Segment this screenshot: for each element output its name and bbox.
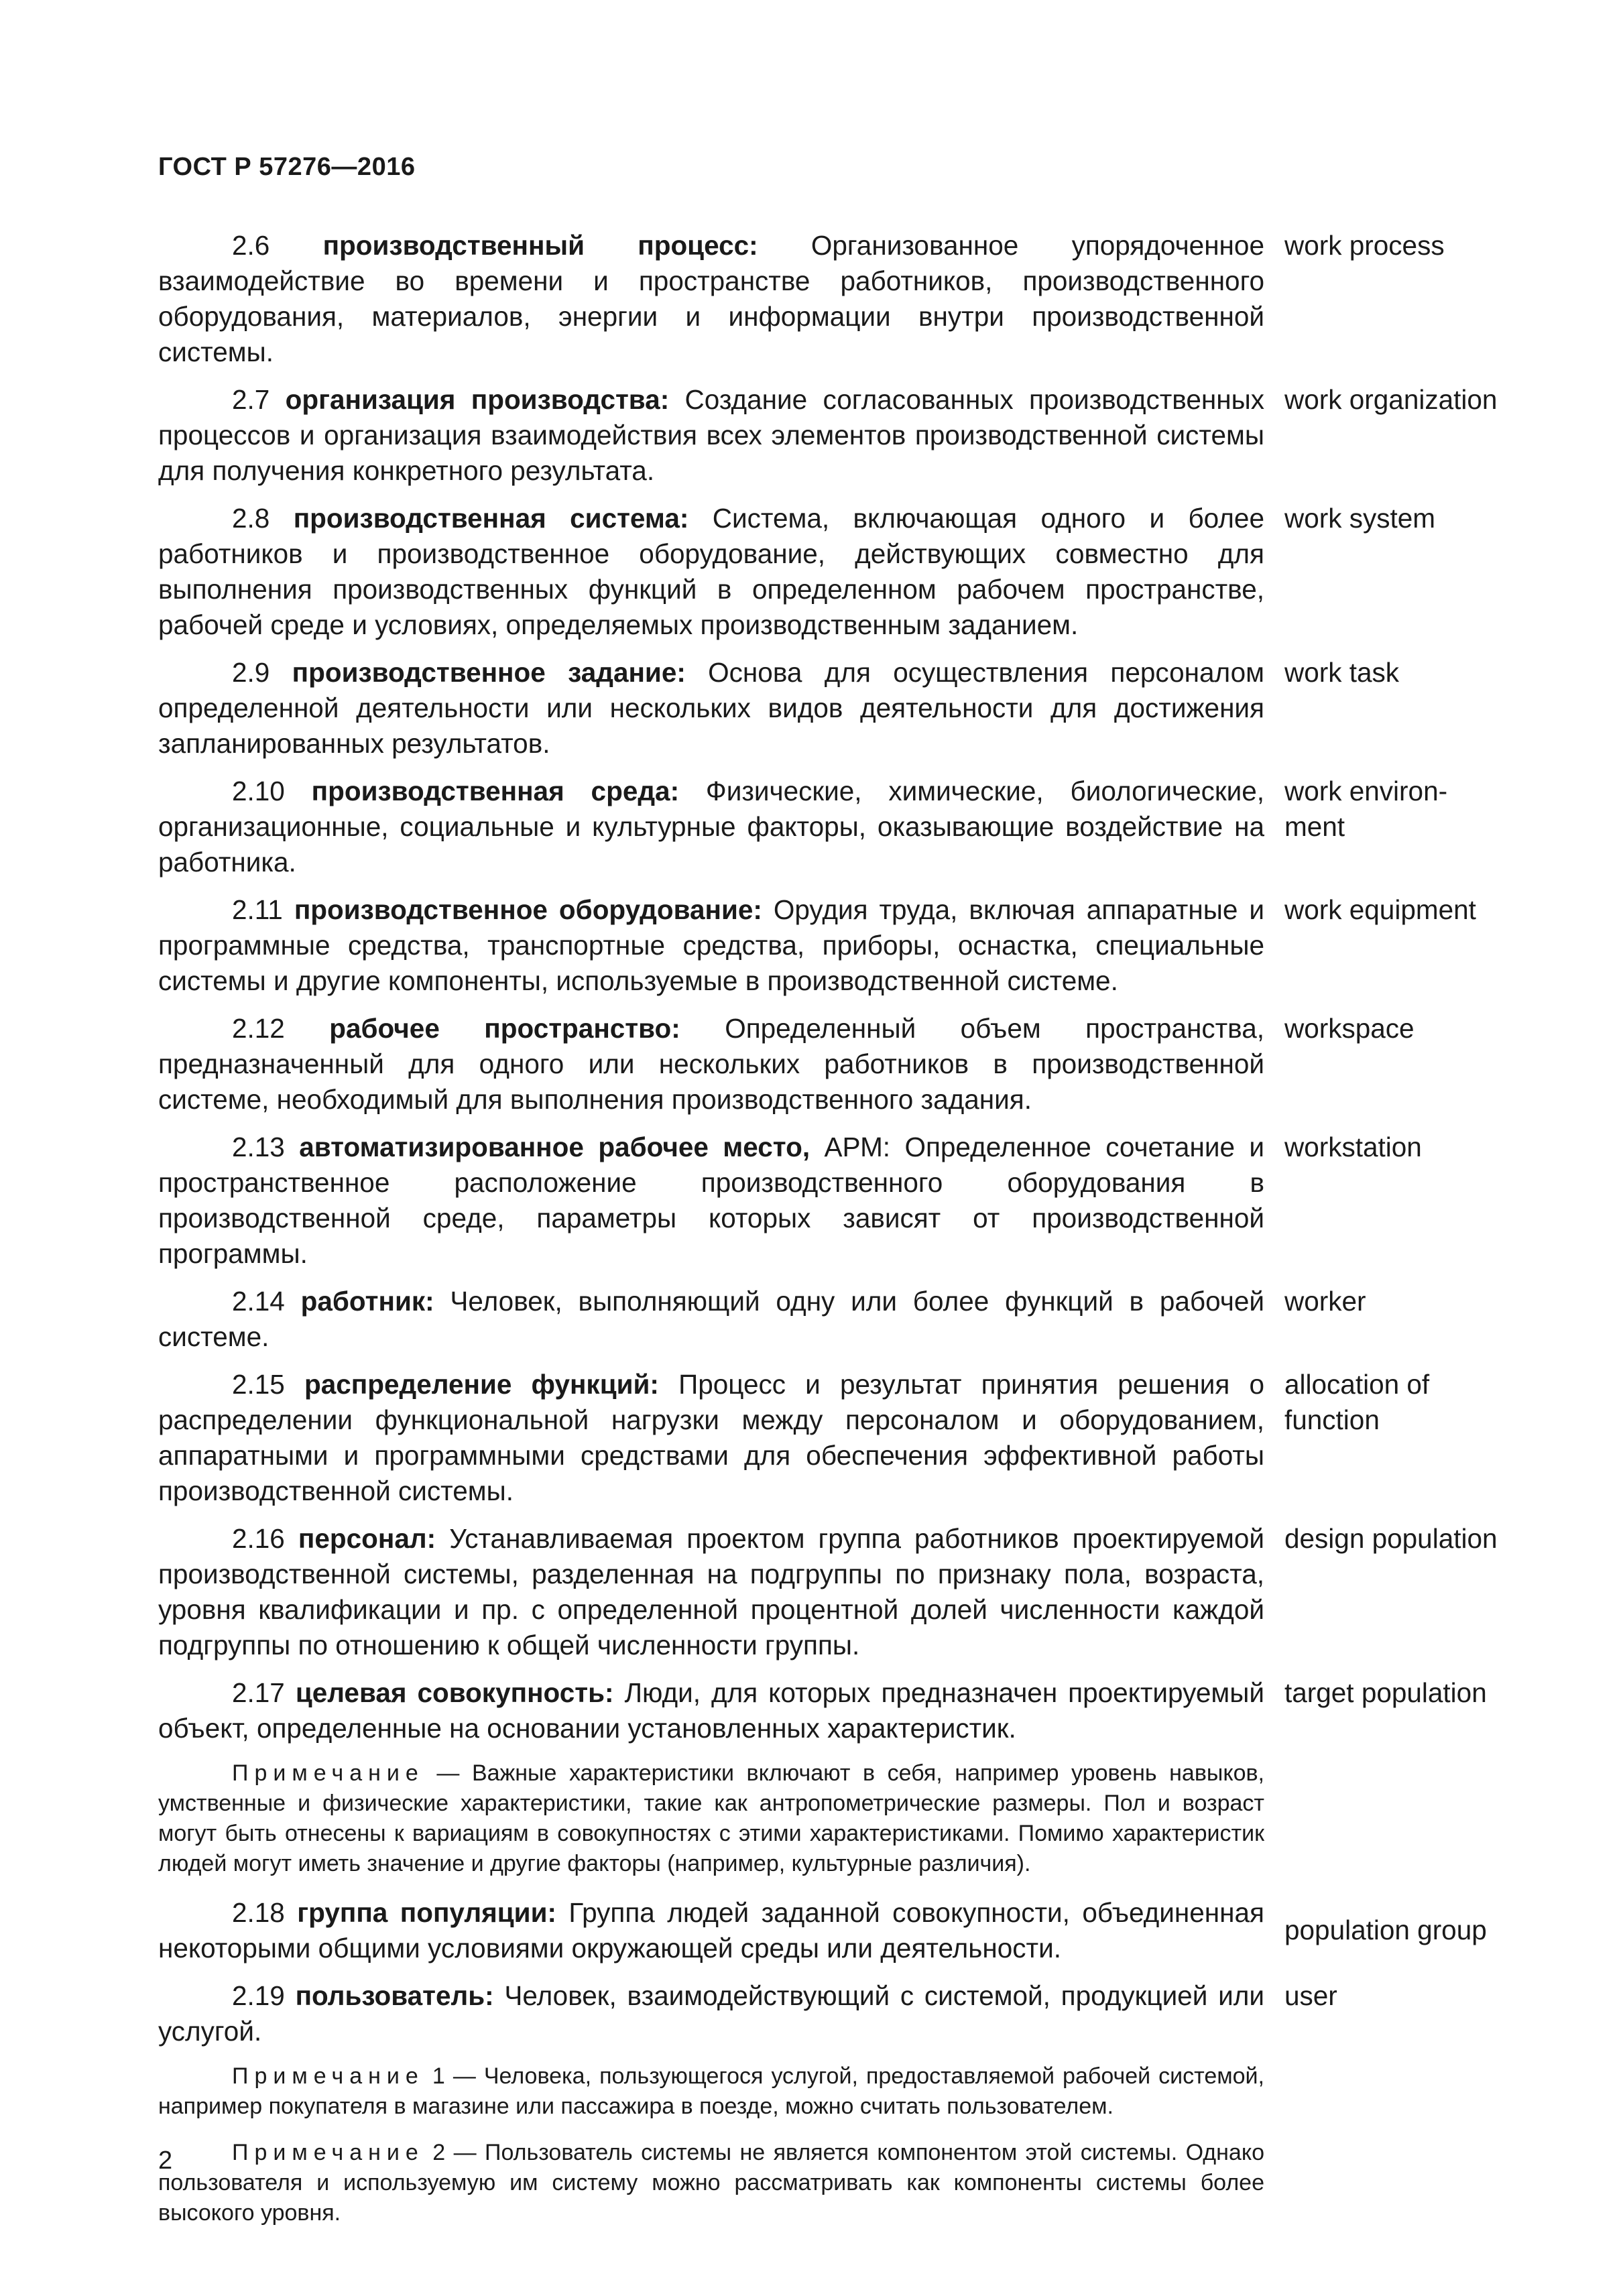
term-definition-text: Процесс и результат принятия решения о распределении функциональной нагрузки между персоналом и оборудованием, аппаратными и программными средствами для обеспечения эффективной работы производственной системы. [158, 1369, 1264, 1506]
terms-content [158, 228, 1499, 2244]
term-number: 2.7 [232, 384, 270, 415]
note-text: 2 — Пользователь системы не является компонентом этой системы. Однако пользователя и используемую им систему можно рассматривать как компоненты системы более высокого уровня. [158, 2140, 1264, 2226]
term-definition-text: Создание согласованных производственных процессов и организация взаимодействия всех элементов производственной системы для получения конкретного результата. [158, 384, 1264, 486]
term-name: рабочее пространство: [329, 1013, 680, 1044]
term-english: worker [1284, 1286, 1366, 1317]
term-definition [158, 655, 1264, 762]
term-number: 2.10 [232, 776, 285, 806]
term-number: 2.12 [232, 1013, 285, 1044]
term-definition [158, 1011, 1264, 1117]
note-2-19-1 [158, 2061, 1264, 2122]
term-number: 2.8 [232, 503, 270, 534]
term-number: 2.13 [232, 1132, 285, 1162]
term-definition-text: Определенный объем пространства, предназначенный для одного или нескольких работников в производственной системе, необходимый для выполнения производственного задания. [158, 1013, 1264, 1115]
term-2-9 [158, 655, 1499, 762]
term-2-15 [158, 1367, 1499, 1509]
note-2-17 [158, 1758, 1264, 1879]
term-2-6 [158, 228, 1499, 370]
term-name: производственное задание: [292, 657, 686, 688]
term-definition-text: Организованное упорядоченное взаимодействие во времени и пространстве работников, производственного оборудования, материалов, энергии и информации внутри производственной системы. [158, 230, 1264, 367]
note-label: Примечание [232, 2063, 424, 2089]
term-definition-text: Орудия труда, включая аппаратные и программные средства, транспортные средства, приборы, оснастка, специальные системы и другие компоненты, используемые в производственной системе. [158, 894, 1264, 996]
term-definition [158, 501, 1264, 643]
term-number: 2.16 [232, 1523, 285, 1554]
term-definition [158, 1367, 1264, 1509]
term-definition [158, 1521, 1264, 1663]
note-label: Примечание [232, 2140, 424, 2165]
term-2-17 [158, 1675, 1499, 1746]
term-2-8 [158, 501, 1499, 643]
term-2-7 [158, 382, 1499, 489]
term-2-16 [158, 1521, 1499, 1663]
term-number: 2.6 [232, 230, 270, 261]
term-name: автоматизированное рабочее место, [299, 1132, 810, 1162]
term-name: пользователь: [295, 1980, 494, 2011]
term-number: 2.17 [232, 1677, 285, 1708]
term-definition [158, 1284, 1264, 1355]
term-2-14 [158, 1284, 1499, 1355]
term-definition [158, 228, 1264, 370]
term-definition-text: Физические, химические, биологические, организационные, социальные и культурные факторы, оказывающие воздействие на работника. [158, 776, 1264, 878]
term-english: work equipment [1284, 894, 1476, 925]
term-english: target population [1284, 1677, 1487, 1708]
term-number: 2.11 [232, 894, 283, 925]
term-english: user [1284, 1980, 1337, 2011]
term-definition-text: Группа людей заданной совокупности, объединенная некоторыми общими условиями окружающей среды или деятельности. [158, 1897, 1264, 1963]
term-2-11 [158, 892, 1499, 999]
term-english: allocation of function [1284, 1369, 1430, 1435]
note-2-19-2 [158, 2138, 1264, 2228]
term-2-18 [158, 1895, 1499, 1966]
term-name: организация производства: [285, 384, 670, 415]
term-definition-text: Система, включающая одного и более работников и производственное оборудование, действующих совместно для выполнения производственных функций в определенном рабочем пространстве, рабочей среде и условиях, определяемых производственным заданием. [158, 503, 1264, 640]
term-name: производственная система: [293, 503, 689, 534]
term-definition [158, 1978, 1264, 2049]
note-text: 1 — Человека, пользующегося услугой, предоставляемой рабочей системой, например покупателя в магазине или пассажира в поезде, можно считать пользователем. [158, 2063, 1264, 2119]
term-name: производственный процесс: [322, 230, 758, 261]
term-2-10 [158, 774, 1499, 880]
term-definition [158, 1895, 1264, 1966]
term-english: work organization [1284, 384, 1498, 415]
note-text: — Важные характеристики включают в себя, например уровень навыков, умственные и физические характеристики, такие как антропометрические размеры. Пол и возраст могут быть отнесены к вариациям в совокупностях с этими характеристиками. Помимо характеристик людей могут иметь значение и другие факторы (например, культурные различия). [158, 1760, 1264, 1876]
term-name: производственное оборудование: [294, 894, 762, 925]
term-definition-text: Основа для осуществления персоналом определенной деятельности или нескольких видов деятельности для достижения запланированных результатов. [158, 657, 1264, 759]
term-english: workspace [1284, 1013, 1415, 1044]
term-2-19 [158, 1978, 1499, 2049]
term-definition [158, 1675, 1264, 1746]
term-number: 2.19 [232, 1980, 285, 2011]
term-english: population group [1284, 1915, 1487, 1945]
term-number: 2.14 [232, 1286, 285, 1317]
page-number: 2 [158, 2147, 173, 2175]
term-definition [158, 892, 1264, 999]
term-name: производственная среда: [311, 776, 680, 806]
term-definition-text: Люди, для которых предназначен проектируемый объект, определенные на основании установленных характеристик. [158, 1677, 1264, 1744]
term-definition [158, 774, 1264, 880]
term-definition-text: Человек, выполняющий одну или более функций в рабочей системе. [158, 1286, 1264, 1352]
term-definition [158, 382, 1264, 489]
term-number: 2.18 [232, 1897, 285, 1928]
term-2-13 [158, 1130, 1499, 1272]
term-definition-text: АРМ: Определенное сочетание и пространственное расположение производственного оборудования в производственной среде, параметры которых зависят от производственной программы. [158, 1132, 1265, 1269]
term-english: work process [1284, 230, 1445, 261]
term-number: 2.9 [232, 657, 270, 688]
term-name: группа популяции: [297, 1897, 556, 1928]
term-definition-text: Устанавливаемая проектом группа работников проектируемой производственной системы, разделенная на подгруппы по признаку пола, возраста, уровня квалификации и пр. с определенной процентной долей численности каждой подгруппы по отношению к общей численности группы. [158, 1523, 1264, 1660]
term-name: распределение функций: [304, 1369, 659, 1400]
term-english: workstation [1284, 1132, 1422, 1162]
term-name: персонал: [298, 1523, 436, 1554]
term-name: целевая совокупность: [295, 1677, 614, 1708]
term-2-12 [158, 1011, 1499, 1117]
term-english: design population [1284, 1523, 1498, 1554]
term-name: работник: [300, 1286, 434, 1317]
term-english: work task [1284, 657, 1400, 688]
term-number: 2.15 [232, 1369, 285, 1400]
document-header: ГОСТ Р 57276—2016 [158, 153, 416, 181]
term-english: work environ- ment [1284, 776, 1448, 842]
term-definition [158, 1130, 1264, 1272]
note-label: Примечание [232, 1760, 424, 1786]
term-english: work system [1284, 503, 1436, 534]
term-definition-text: Человек, взаимодействующий с системой, продукцией или услугой. [158, 1980, 1264, 2047]
